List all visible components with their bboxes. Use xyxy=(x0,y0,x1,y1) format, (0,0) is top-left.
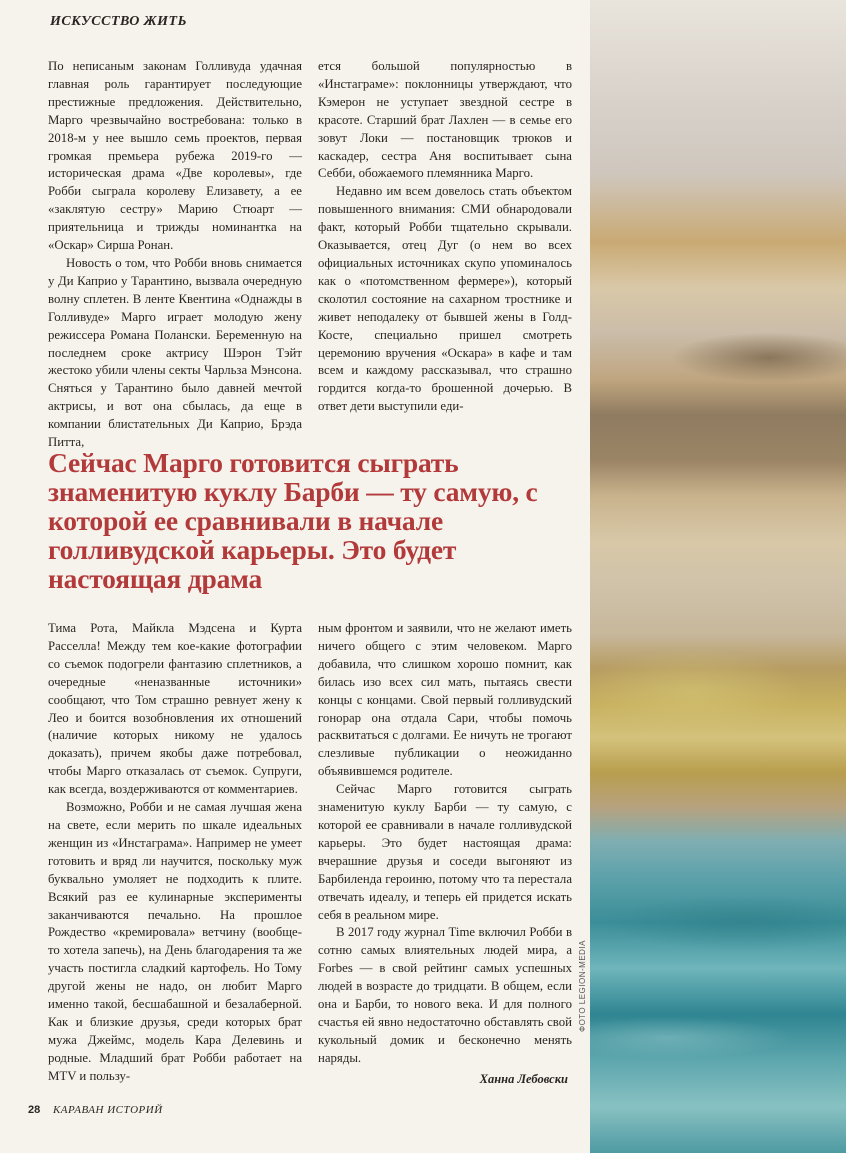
paragraph: Недавно им всем довелось стать объектом повышенного внимания: СМИ обнародовали факт, который Робби тщательно скрывали. Оказывается, отец Дуг (о нем во всех официальных источниках скупо упоминалось как о «потомственном фермере»), который сколотил состояние на сахарном тростнике и живет неподалеку от бывшей жены в Голд-Косте, специально пришел смотреть церемонию вручения «Оскара» в кафе и там всем и каждому рассказывал, что страшно гордится когда-то брошенной дочерью. В ответ дети выступили еди- xyxy=(318,184,572,414)
paragraph: ется большой популярностью в «Инстаграме»: поклонницы утверждают, что Кэмерон не уступает звездной сестре в красоте. Старший брат Лахлен — в семье его зовут Локи — постановщик трюков и каскадер, сестра Аня воспитывает сына Себби, обожаемого племянника Марго. xyxy=(318,59,572,181)
page-number: 28 xyxy=(28,1104,41,1116)
article-column-1-bottom xyxy=(48,620,302,1086)
paragraph: Тима Рота, Майкла Мэдсена и Курта Расселла! Между тем кое-какие фотографии со съемок подогрели фантазию сплетников, а очередные «неназванные источники» сообщают, что Том страшно ревнует жену к Лео и боится возобновления их отношений (наличие которых никому не удалось доказать), причем якобы даже потребовал, чтобы Марго отказалась от съемок. Супруги, как всегда, воздерживаются от комментариев. xyxy=(48,621,302,797)
author-signature: Ханна Лебовски xyxy=(479,1072,568,1086)
pull-quote: Сейчас Марго готовится сыграть знаменитую куклу Барби — ту самую, с которой ее сравнивали в начале голливудской карьеры. Это будет настоящая драма xyxy=(48,447,538,594)
article-column-2-bottom xyxy=(318,620,572,1068)
photo-blur-overlay xyxy=(590,0,846,1153)
section-title: ИСКУССТВО ЖИТЬ xyxy=(50,14,187,29)
article-column-1-top xyxy=(48,58,302,452)
paragraph: В 2017 году журнал Time включил Робби в сотню самых влиятельных людей мира, а Forbes — в свой рейтинг самых успешных людей в возрасте до тридцати. В общем, если она и Барби, то нового века. И для полного счастья ей явно недостаточно обставлять свой кукольный домик и бесконечно менять наряды. xyxy=(318,925,572,1065)
paragraph: Возможно, Робби и не самая лучшая жена на свете, если мерить по шкале идеальных женщин из «Инстаграма». Например не умеет готовить и вряд ли научится, поскольку муж буквально умоляет не подходить к плите. Всякий раз ее кулинарные эксперименты заканчиваются печально. На прошлое Рождество «кремировала» ветчину (вообще-то хотела запечь), на День благодарения та же участь постигла сладкий картофель. Но Тому другой жены не надо, он любит Марго именно такой, бесшабашной и безалаберной. Как и близкие друзья, среди которых брат мужа Джеймс, модель Кара Делевинь и родные. Младший брат Робби работает на MTV и пользу- xyxy=(48,800,302,1083)
magazine-name: КАРАВАН ИСТОРИЙ xyxy=(53,1104,163,1116)
paragraph: ным фронтом и заявили, что не желают иметь ничего общего с этим человеком. Марго добавила, что слишком хорошо помнит, как билась изо всех сил мать, пытаясь свести концы с концами. Свой первый голливудский гонорар она отдала Сари, чтобы помочь расквитаться с долгами. Ее ничуть не трогают слезливые публикации о неожиданно объявившемся родителе. xyxy=(318,621,572,779)
paragraph: Сейчас Марго готовится сыграть знаменитую куклу Барби — ту самую, с которой ее сравнивали в начале голливудской карьеры. Это будет настоящая драма: вчерашние друзья и соседи выгоняют из Барбиленда героиню, потому что та перестала отвечать идеалу, и теперь ей придется искать себя в реальном мире. xyxy=(318,782,572,922)
paragraph: По неписаным законам Голливуда удачная главная роль гарантирует последующие престижные предложения. Действительно, Марго чрезвычайно востребована: только в 2018-м у нее вышло семь проектов, первая громкая премьера рубежа 2019-го — историческая драма «Две королевы», где Робби сыграла королеву Елизавету, а ее «заклятую сестру» Марию Стюарт — приятельница и трижды номинантка на «Оскар» Сирша Ронан. xyxy=(48,59,302,253)
paragraph: Новость о том, что Робби вновь снимается у Ди Каприо у Тарантино, вызвала очередную волну сплетен. В ленте Квентина «Однажды в Голливуде» Марго играет молодую жену режиссера Романа Полански. Беременную на последнем сроке актрису Шэрон Тэйт жестоко убили члены секты Чарльза Мэнсона. Сняться у Тарантино было давней мечтой актрисы, и вот она сбылась, да еще в компании блистательных Ди Каприо, Брэда Питта, xyxy=(48,255,302,450)
photo-credit: ФОТО LEGION-MEDIA xyxy=(578,940,587,1033)
article-column-2-top xyxy=(318,58,572,416)
page-footer xyxy=(28,1104,163,1116)
blurred-photo xyxy=(590,0,846,1153)
